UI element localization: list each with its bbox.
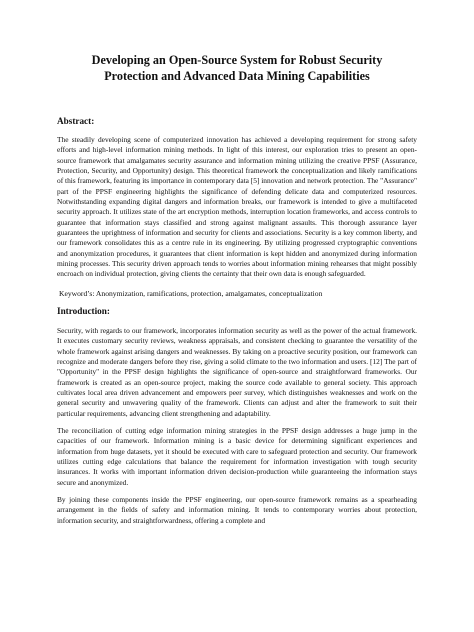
abstract-paragraph: The steadily developing scene of computerized innovation has achieved a developing requirement for strong safety efforts and high-level information mining methods. In light of this interest, our exploration tries to present an open-source framework that amalgamates security assurance and information mining utilizing the creative PPSF (Assurance, Protection, Security, and Opportunity) design. This theoretical framework the conceptualization and likely ramifications of this framework, featuring its importance in contemporary data [5] innovation and network protection. The "Assurance" part of the PPSF engineering highlights the significance of defending delicate data and computerized resources. Notwithstanding expanding digital dangers and information breaks, our framework is intended to give a multifaceted security approach. It utilizes state of the art encryption methods, interruption location frameworks, and access controls to guarantee that information stays classified and strong against malignant assaults. This thorough assurance layer guarantees the uprightness of information and security for clients and associations. Security is a key common liberty, and our framework consolidates this as a centre rule in its engineering. By utilizing progressed cryptographic conventions and anonymization procedures, it guarantees that client information is kept hidden and anonymized during information mining processes. This security driven approach tends to worries about information mining rehearses that might possibly encroach on individual protection, giving clients the certainty that their own data is enough safeguarded.: [57, 135, 417, 279]
title-line-2: Protection and Advanced Data Mining Capabilities: [104, 69, 370, 83]
paper-title: [57, 52, 417, 84]
introduction-heading: Introduction:: [57, 305, 110, 316]
intro-paragraph-3: By joining these components inside the PPSF engineering, our open-source framework remains as a spearheading arrangement in the fields of safety and information mining. It tends to contemporary worries about protection, information security, and straightforwardness, offering a complete and: [57, 494, 417, 525]
abstract-heading: Abstract:: [57, 116, 95, 126]
intro-paragraph-1: Security, with regards to our framework, incorporates information security as well as the power of the actual framework. It executes customary security reviews, weakness appraisals, and consistent checking to guarantee the versatility of the whole framework against arising dangers and weaknesses. By taking on a proactive security position, our framework can recognize and moderate dangers before they rise, giving a solid climate to the two information and users. [12] The part of "Opportunity" in the PPSF design highlights the significance of open-source and straightforward frameworks. Our framework is created as an open-source project, making the source code available to general society. This approach cultivates local area driven advancement and empowers peer survey, which distinguishes weaknesses and work on the general security and unwavering quality of the framework. Clients can adjust and alter the framework to suit their particular requirements, advancing client strengthening and adaptability.: [57, 325, 417, 418]
intro-paragraph-2: The reconciliation of cutting edge information mining strategies in the PPSF design addresses a huge jump in the capacities of our framework. Information mining is a basic device for determining significant experiences and information from huge datasets, yet it should be executed with care to safeguard protection and security. Our framework utilizes cutting edge calculations that balance the requirement for information investigation with tough security insurances. It works with important information driven decision-production while guaranteeing the information stays secure and anonymized.: [57, 425, 417, 487]
title-line-1: Developing an Open-Source System for Robust Security: [91, 53, 383, 67]
keywords-line: Keyword’s: Anonymization, ramifications, protection, amalgamates, conceptualization: [59, 288, 323, 298]
